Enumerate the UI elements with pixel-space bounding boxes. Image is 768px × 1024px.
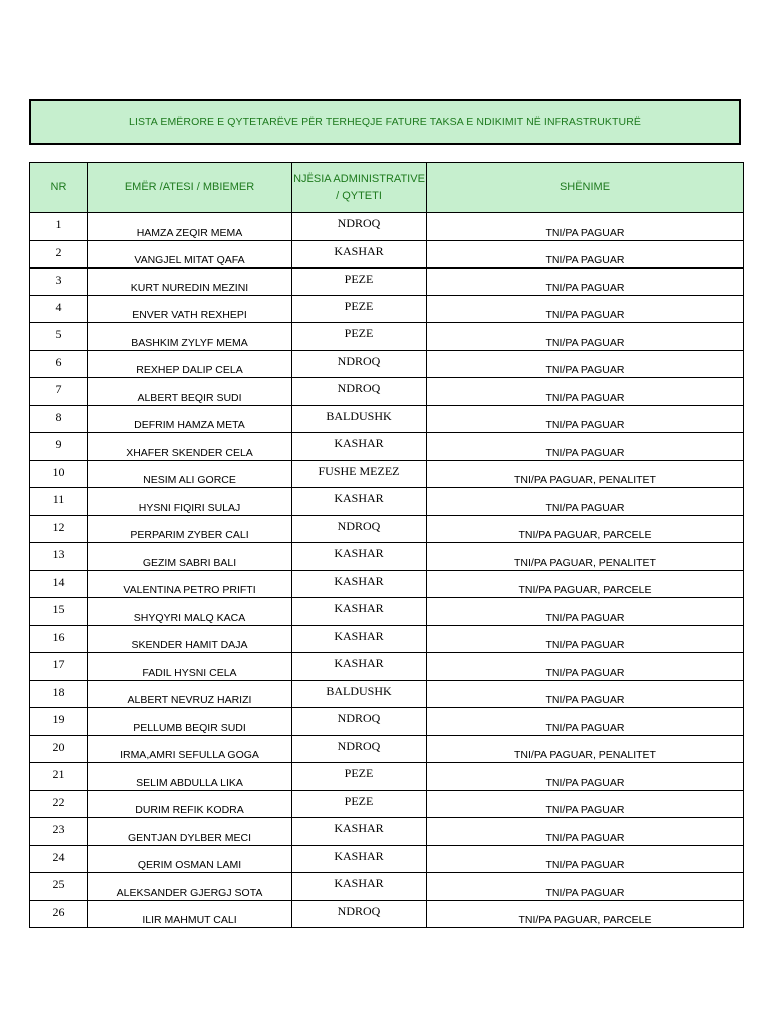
- row-unit: PEZE: [292, 295, 427, 323]
- table-row: [30, 268, 744, 296]
- row-nr: 25: [30, 873, 88, 901]
- row-nr: 16: [30, 625, 88, 653]
- table-row: [30, 680, 744, 708]
- row-unit: NDROQ: [292, 515, 427, 543]
- row-note: TNI/PA PAGUAR: [427, 625, 744, 653]
- row-note: TNI/PA PAGUAR: [427, 790, 744, 818]
- row-note: TNI/PA PAGUAR: [427, 350, 744, 378]
- row-name: HYSNI FIQIRI SULAJ: [88, 488, 292, 516]
- row-note: TNI/PA PAGUAR, PENALITET: [427, 460, 744, 488]
- table-row: [30, 763, 744, 791]
- row-nr: 5: [30, 323, 88, 351]
- row-name: REXHEP DALIP CELA: [88, 350, 292, 378]
- row-nr: 15: [30, 598, 88, 626]
- table-row: [30, 735, 744, 763]
- row-note: TNI/PA PAGUAR: [427, 818, 744, 846]
- row-name: VANGJEL MITAT QAFA: [88, 240, 292, 268]
- row-name: DURIM REFIK KODRA: [88, 790, 292, 818]
- row-name: SKENDER HAMIT DAJA: [88, 625, 292, 653]
- table-row: [30, 515, 744, 543]
- row-unit: KASHAR: [292, 653, 427, 681]
- document-title-box: [29, 99, 741, 145]
- row-unit: PEZE: [292, 323, 427, 351]
- row-nr: 11: [30, 488, 88, 516]
- row-name: GENTJAN DYLBER MECI: [88, 818, 292, 846]
- row-note: TNI/PA PAGUAR: [427, 268, 744, 296]
- row-unit: KASHAR: [292, 433, 427, 461]
- row-unit: NDROQ: [292, 350, 427, 378]
- row-note: TNI/PA PAGUAR: [427, 763, 744, 791]
- table-row: [30, 708, 744, 736]
- row-unit: PEZE: [292, 268, 427, 296]
- row-name: ALBERT BEQIR SUDI: [88, 378, 292, 406]
- row-name: HAMZA ZEQIR MEMA: [88, 213, 292, 241]
- row-unit: PEZE: [292, 763, 427, 791]
- table-row: [30, 818, 744, 846]
- row-note: TNI/PA PAGUAR, PENALITET: [427, 735, 744, 763]
- row-note: TNI/PA PAGUAR: [427, 845, 744, 873]
- row-unit: KASHAR: [292, 570, 427, 598]
- table-row: [30, 240, 744, 268]
- row-nr: 7: [30, 378, 88, 406]
- row-name: NESIM ALI GORCE: [88, 460, 292, 488]
- row-nr: 12: [30, 515, 88, 543]
- table-row: [30, 295, 744, 323]
- row-nr: 19: [30, 708, 88, 736]
- row-nr: 23: [30, 818, 88, 846]
- table-row: [30, 405, 744, 433]
- row-note: TNI/PA PAGUAR: [427, 378, 744, 406]
- row-unit: KASHAR: [292, 845, 427, 873]
- row-name: ENVER VATH REXHEPI: [88, 295, 292, 323]
- row-unit: KASHAR: [292, 873, 427, 901]
- row-unit: NDROQ: [292, 708, 427, 736]
- row-name: DEFRIM HAMZA META: [88, 405, 292, 433]
- row-unit: FUSHE MEZEZ: [292, 460, 427, 488]
- row-nr: 4: [30, 295, 88, 323]
- table-row: [30, 378, 744, 406]
- row-unit: BALDUSHK: [292, 680, 427, 708]
- row-nr: 24: [30, 845, 88, 873]
- table-row: [30, 570, 744, 598]
- table-row: [30, 900, 744, 928]
- row-unit: NDROQ: [292, 735, 427, 763]
- row-nr: 14: [30, 570, 88, 598]
- header-name: EMËR /ATESI / MBIEMER: [88, 163, 292, 213]
- table-row: [30, 460, 744, 488]
- row-unit: NDROQ: [292, 213, 427, 241]
- row-name: PELLUMB BEQIR SUDI: [88, 708, 292, 736]
- row-name: SELIM ABDULLA LIKA: [88, 763, 292, 791]
- header-unit-line1: NJËSIA ADMINISTRATIVE: [293, 172, 425, 185]
- row-name: VALENTINA PETRO PRIFTI: [88, 570, 292, 598]
- row-nr: 10: [30, 460, 88, 488]
- row-nr: 26: [30, 900, 88, 928]
- row-nr: 18: [30, 680, 88, 708]
- row-unit: KASHAR: [292, 625, 427, 653]
- row-name: SHYQYRI MALQ KACA: [88, 598, 292, 626]
- row-note: TNI/PA PAGUAR, PARCELE: [427, 570, 744, 598]
- row-note: TNI/PA PAGUAR: [427, 295, 744, 323]
- row-name: IRMA,AMRI SEFULLA GOGA: [88, 735, 292, 763]
- table-header-row: [30, 163, 744, 213]
- row-note: TNI/PA PAGUAR: [427, 405, 744, 433]
- row-nr: 1: [30, 213, 88, 241]
- row-note: TNI/PA PAGUAR: [427, 323, 744, 351]
- row-unit: KASHAR: [292, 543, 427, 571]
- row-nr: 2: [30, 240, 88, 268]
- table-row: [30, 433, 744, 461]
- row-name: QERIM OSMAN LAMI: [88, 845, 292, 873]
- row-unit: NDROQ: [292, 900, 427, 928]
- row-note: TNI/PA PAGUAR: [427, 680, 744, 708]
- row-name: ALEKSANDER GJERGJ SOTA: [88, 873, 292, 901]
- row-name: BASHKIM ZYLYF MEMA: [88, 323, 292, 351]
- row-note: TNI/PA PAGUAR: [427, 240, 744, 268]
- header-unit: [292, 163, 427, 213]
- row-note: TNI/PA PAGUAR: [427, 488, 744, 516]
- row-unit: KASHAR: [292, 818, 427, 846]
- row-name: FADIL HYSNI CELA: [88, 653, 292, 681]
- row-nr: 13: [30, 543, 88, 571]
- row-name: ALBERT NEVRUZ HARIZI: [88, 680, 292, 708]
- table-row: [30, 488, 744, 516]
- row-nr: 3: [30, 268, 88, 296]
- row-name: XHAFER SKENDER CELA: [88, 433, 292, 461]
- table-row: [30, 873, 744, 901]
- row-name: KURT NUREDIN MEZINI: [88, 268, 292, 296]
- row-name: ILIR MAHMUT CALI: [88, 900, 292, 928]
- row-nr: 20: [30, 735, 88, 763]
- header-note: SHËNIME: [427, 163, 744, 213]
- row-unit: KASHAR: [292, 488, 427, 516]
- row-note: TNI/PA PAGUAR: [427, 213, 744, 241]
- row-nr: 6: [30, 350, 88, 378]
- row-name: PERPARIM ZYBER CALI: [88, 515, 292, 543]
- table-row: [30, 350, 744, 378]
- table-row: [30, 790, 744, 818]
- row-nr: 9: [30, 433, 88, 461]
- row-nr: 22: [30, 790, 88, 818]
- table-row: [30, 543, 744, 571]
- row-nr: 17: [30, 653, 88, 681]
- table-row: [30, 653, 744, 681]
- header-nr: NR: [30, 163, 88, 213]
- row-unit: BALDUSHK: [292, 405, 427, 433]
- row-unit: PEZE: [292, 790, 427, 818]
- table-body: [30, 213, 744, 928]
- row-unit: KASHAR: [292, 598, 427, 626]
- row-note: TNI/PA PAGUAR: [427, 708, 744, 736]
- citizens-table: [29, 162, 744, 928]
- row-note: TNI/PA PAGUAR: [427, 653, 744, 681]
- row-nr: 8: [30, 405, 88, 433]
- row-note: TNI/PA PAGUAR: [427, 598, 744, 626]
- row-note: TNI/PA PAGUAR, PARCELE: [427, 515, 744, 543]
- row-name: GEZIM SABRI BALI: [88, 543, 292, 571]
- header-unit-line2: / QYTETI: [336, 189, 382, 202]
- row-note: TNI/PA PAGUAR: [427, 873, 744, 901]
- document-title: LISTA EMËRORE E QYTETARËVE PËR TERHEQJE FATURE TAKSA E NDIKIMIT NË INFRASTRUKTURË: [129, 116, 641, 128]
- table-row: [30, 213, 744, 241]
- table-row: [30, 323, 744, 351]
- row-unit: NDROQ: [292, 378, 427, 406]
- row-note: TNI/PA PAGUAR: [427, 433, 744, 461]
- row-note: TNI/PA PAGUAR, PARCELE: [427, 900, 744, 928]
- row-nr: 21: [30, 763, 88, 791]
- row-note: TNI/PA PAGUAR, PENALITET: [427, 543, 744, 571]
- table-row: [30, 598, 744, 626]
- table-row: [30, 625, 744, 653]
- table-row: [30, 845, 744, 873]
- row-unit: KASHAR: [292, 240, 427, 268]
